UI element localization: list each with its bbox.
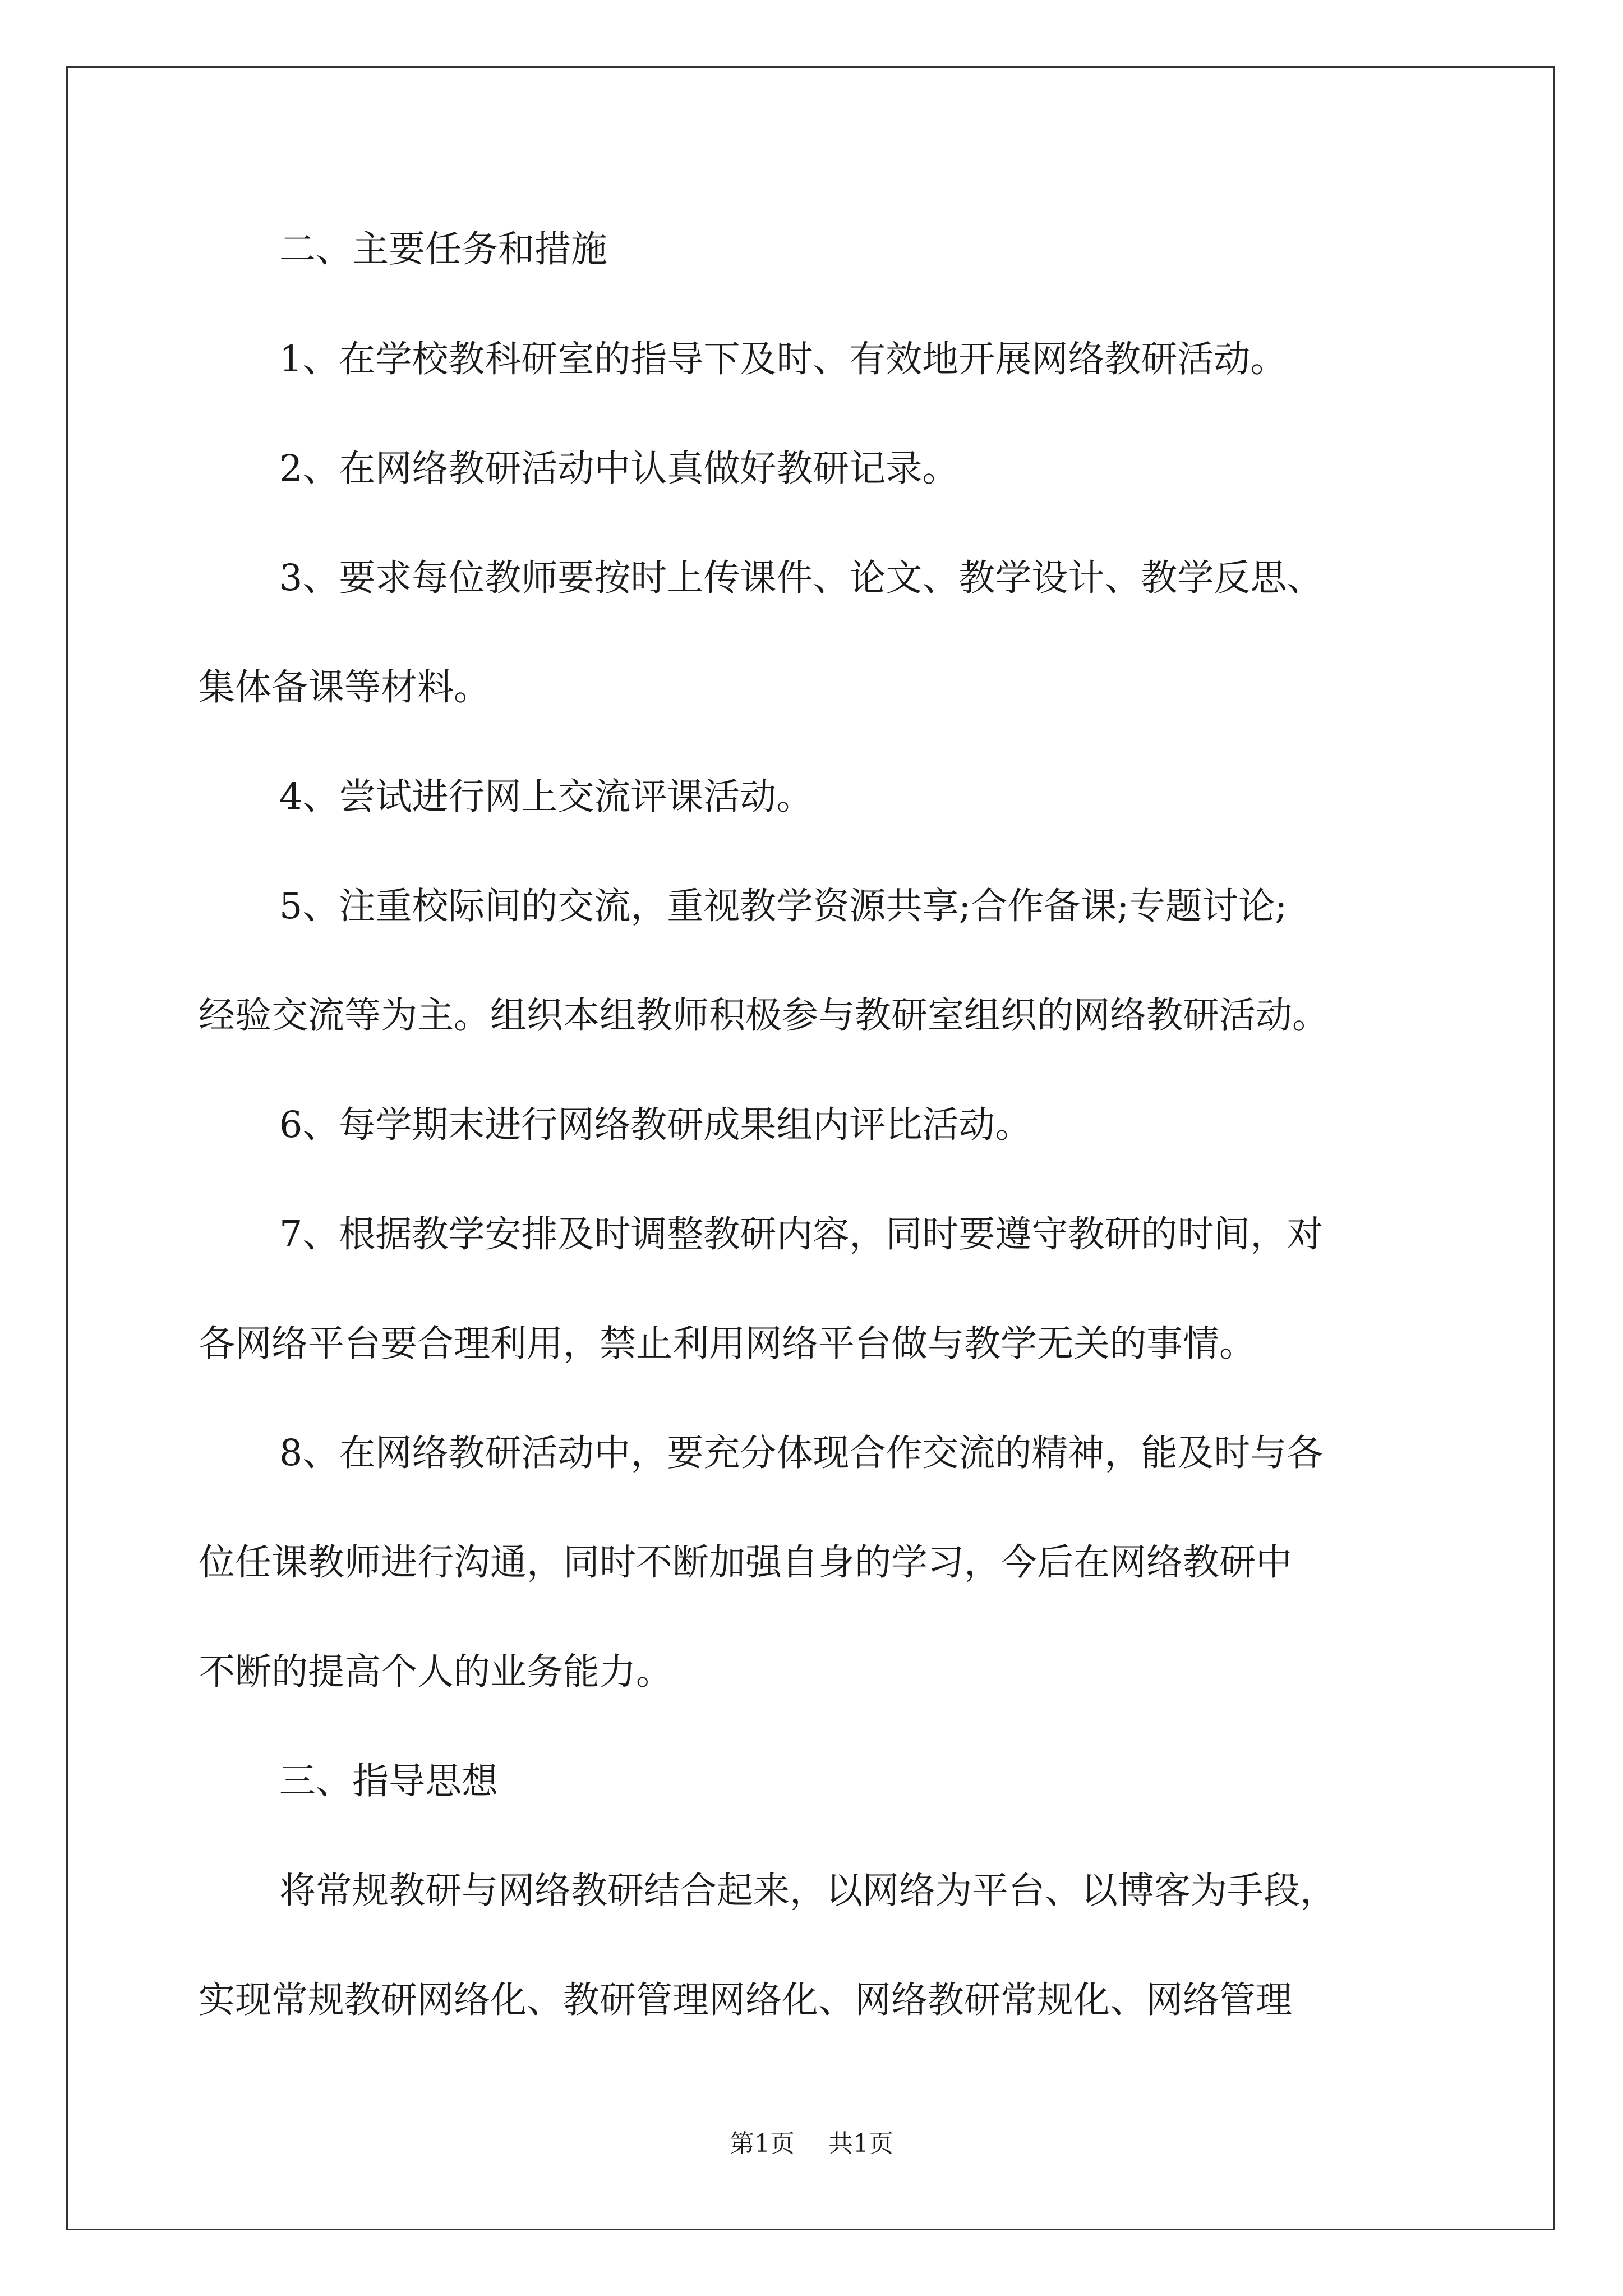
paragraph-line: 1、在学校教科研室的指导下及时、有效地开展网络教研活动。: [279, 338, 1287, 380]
paragraph-line: 经验交流等为主。组织本组教师积极参与教研室组织的网络教研活动。: [199, 995, 1329, 1037]
paragraph-line: 8、在网络教研活动中，要充分体现合作交流的精神，能及时与各: [279, 1432, 1324, 1474]
paragraph-line: 不断的提高个人的业务能力。: [199, 1651, 673, 1693]
paragraph-line: 5、注重校际间的交流，重视教学资源共享;合作备课;专题讨论;: [279, 885, 1288, 927]
paragraph-line: 将常规教研与网络教研结合起来，以网络为平台、以博客为手段，: [279, 1870, 1337, 1912]
paragraph-line: 实现常规教研网络化、教研管理网络化、网络教研常规化、网络管理: [199, 1979, 1293, 2021]
paragraph-line: 位任课教师进行沟通，同时不断加强自身的学习，今后在网络教研中: [199, 1542, 1293, 1584]
paragraph-line: 3、要求每位教师要按时上传课件、论文、教学设计、教学反思、: [279, 557, 1324, 599]
paragraph-line: 2、在网络教研活动中认真做好教研记录。: [279, 448, 959, 490]
section-heading-2: 二、主要任务和措施: [279, 228, 608, 270]
page-total: 共1页: [828, 2129, 893, 2158]
paragraph-line: 集体备课等材料。: [199, 666, 491, 708]
page-footer: [0, 2129, 1623, 2158]
paragraph-line: 7、根据教学安排及时调整教研内容，同时要遵守教研的时间，对: [279, 1213, 1324, 1255]
paragraph-line: 各网络平台要合理利用，禁止利用网络平台做与教学无关的事情。: [199, 1323, 1256, 1365]
paragraph-line: 4、尝试进行网上交流评课活动。: [279, 776, 813, 818]
section-heading-3: 三、指导思想: [279, 1760, 499, 1802]
paragraph-line: 6、每学期末进行网络教研成果组内评比活动。: [279, 1104, 1032, 1146]
page-number: 第1页: [730, 2129, 795, 2158]
